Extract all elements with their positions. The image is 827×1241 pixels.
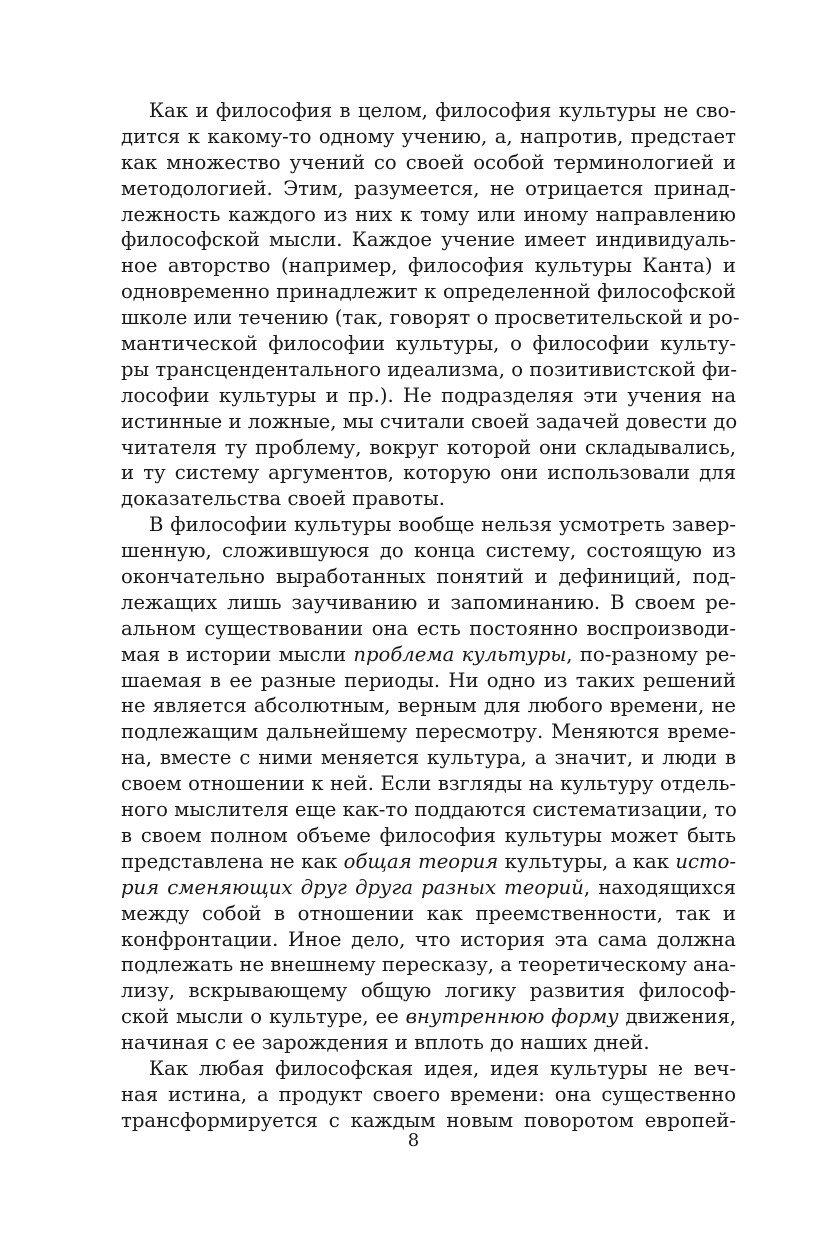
text-run: читателя ту проблему, вокруг которой они складывались, xyxy=(121,435,736,459)
text-run: мантической философии культуры, о философии культу- xyxy=(121,332,736,356)
text-run: своем отношении к ней. Если взгляды на культуру отдель- xyxy=(121,772,736,796)
text-line xyxy=(121,1082,736,1108)
text-run: Как и философия в целом, философия культуры не сво- xyxy=(149,99,736,122)
italic-text: общая теория xyxy=(343,849,499,873)
text-line xyxy=(121,253,736,279)
text-line xyxy=(121,668,736,694)
text-run: лежащих лишь заучиванию и запоминанию. В своем ре- xyxy=(121,590,736,614)
text-line xyxy=(121,435,736,461)
text-run: дится к какому-то одному учению, а, напротив, предстает xyxy=(121,124,736,148)
italic-text: исто- xyxy=(675,849,736,873)
text-run: окончательно выработанных понятий и дефиниций, под- xyxy=(121,565,736,589)
italic-text: проблема культуры xyxy=(353,642,567,666)
text-line xyxy=(121,849,736,875)
text-run: ное авторство (например, философия культуры Канта) и xyxy=(121,254,736,278)
text-run: между собой в отношении как преемственности, так и xyxy=(121,901,736,925)
text-run: ного мыслителя еще как-то поддаются систематизации, то xyxy=(121,798,737,822)
text-run: ная истина, а продукт своего времени: она существенно xyxy=(121,1082,736,1106)
text-run: ской мысли о культуре, ее xyxy=(121,1005,406,1029)
text-line xyxy=(121,797,736,823)
text-line xyxy=(121,98,736,124)
text-run: и ту систему аргументов, которую они использовали для xyxy=(121,461,736,485)
text-line xyxy=(121,564,736,590)
text-run: в своем полном объеме философия культуры может быть xyxy=(121,823,736,847)
text-run: представлена не как xyxy=(121,849,344,873)
text-run: Как любая философская идея, идея культуры не веч- xyxy=(149,1056,736,1080)
text-line xyxy=(121,124,736,150)
text-run: подлежащим дальнейшему пересмотру. Меняются време- xyxy=(121,720,736,744)
text-line xyxy=(121,616,736,642)
text-line xyxy=(121,823,736,849)
text-line xyxy=(121,927,736,953)
text-line xyxy=(121,693,736,719)
text-run: трансформируется с каждым новым поворотом европей- xyxy=(121,1108,736,1132)
text-run: на, вместе с ними меняется культура, а значит, и люди в xyxy=(121,746,736,770)
paragraph xyxy=(121,98,740,512)
text-run: начиная с ее зарождения и вплоть до наших дней. xyxy=(121,1031,650,1055)
text-run: как множество учений со своей особой терминологией и xyxy=(121,150,736,174)
text-line xyxy=(121,202,736,228)
italic-text: рия сменяющих друг друга разных теорий xyxy=(121,875,584,899)
text-run: истинные и ложные, мы считали своей задачей довести до xyxy=(121,409,738,433)
text-line xyxy=(121,952,736,978)
text-line xyxy=(121,305,740,331)
text-run: одновременно принадлежит к определенной философской xyxy=(121,280,736,304)
text-run: лософии культуры и пр.). Не подразделяя эти учения на xyxy=(121,383,736,407)
text-line xyxy=(121,538,736,564)
text-line xyxy=(121,512,736,538)
text-line xyxy=(121,150,736,176)
text-line xyxy=(121,719,736,745)
text-run: движения, xyxy=(618,1005,736,1029)
page-number: 8 xyxy=(407,1130,420,1151)
text-line xyxy=(121,745,736,771)
text-run: , по-разному ре- xyxy=(566,642,736,666)
text-line xyxy=(121,642,736,668)
text-line xyxy=(121,383,736,409)
text-line xyxy=(121,901,736,927)
text-line xyxy=(121,279,736,305)
text-run: ры трансцендентального идеализма, о позитивистской фи- xyxy=(121,357,737,381)
text-line xyxy=(121,1004,736,1030)
text-line xyxy=(121,590,736,616)
body-text xyxy=(121,98,740,1134)
text-run: лежность каждого из них к тому или иному направлению xyxy=(121,202,736,226)
text-run: мая в истории мысли xyxy=(121,642,354,666)
text-line xyxy=(121,1030,736,1056)
paragraph xyxy=(121,1056,736,1134)
text-line xyxy=(121,486,736,512)
text-run: доказательства своей правоты. xyxy=(121,487,445,511)
text-line xyxy=(121,357,736,383)
text-line xyxy=(121,875,736,901)
text-run: не является абсолютным, верным для любого времени, не xyxy=(121,694,736,718)
paragraph xyxy=(121,512,736,1056)
text-line xyxy=(121,771,736,797)
text-run: школе или течению (так, говорят о просветительской и ро- xyxy=(121,306,740,330)
text-run: шенную, сложившуюся до конца систему, состоящую из xyxy=(121,539,736,563)
italic-text: внутреннюю форму xyxy=(405,1005,619,1029)
text-line xyxy=(121,460,736,486)
text-run: В философии культуры вообще нельзя усмотреть завер- xyxy=(149,513,736,537)
text-run: шаемая в ее разные периоды. Ни одно из таких решений xyxy=(121,668,736,692)
text-line xyxy=(121,978,736,1004)
text-run: философской мысли. Каждое учение имеет индивидуаль- xyxy=(121,228,736,252)
text-line xyxy=(121,176,736,202)
text-run: конфронтации. Иное дело, что история эта сама должна xyxy=(121,927,736,951)
text-run: подлежать не внешнему пересказу, а теоретическому ана- xyxy=(121,953,736,977)
text-run: культуры, а как xyxy=(498,849,676,873)
text-line xyxy=(121,1056,736,1082)
text-run: методологией. Этим, разумеется, не отрицается принад- xyxy=(121,176,736,200)
text-line xyxy=(121,227,736,253)
text-run: лизу, вскрывающему общую логику развития философ- xyxy=(121,979,736,1003)
text-run: , находящихся xyxy=(583,875,736,899)
text-line xyxy=(121,331,736,357)
text-run: альном существовании она есть постоянно воспроизводи- xyxy=(121,616,736,640)
text-line xyxy=(121,409,736,435)
